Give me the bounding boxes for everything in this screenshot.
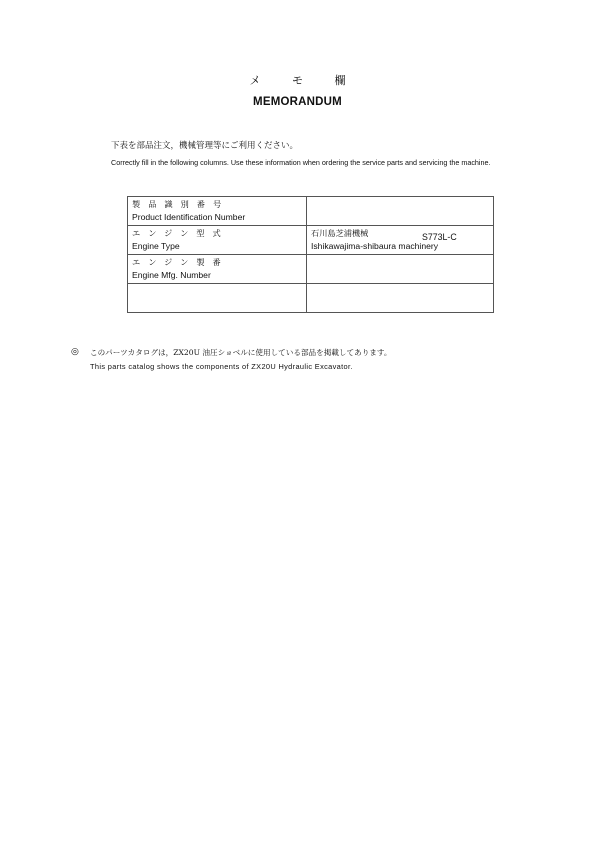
label-jp: エンジン型式 (132, 228, 229, 238)
label-en: Engine Type (132, 241, 180, 251)
title-jp-char: メ (249, 74, 261, 87)
intro-text-en: Correctly fill in the following columns. Use these information when ordering the service parts and servicing the machine. (111, 158, 491, 167)
page-title: MEMORANDUM (253, 96, 342, 108)
page-title-jp (0, 72, 595, 88)
engine-maker-jp: 石川島芝浦機械 (311, 228, 369, 238)
label-en: Product Identification Number (132, 212, 246, 222)
empty-label-cell[interactable] (128, 284, 307, 313)
label-en: Engine Mfg. Number (132, 270, 211, 280)
table-row (128, 255, 494, 284)
note-text-jp: このパーツカタログは，ZX20U 油圧ショベルに使用している部品を掲載してあります。 (90, 348, 392, 357)
title-jp-char: 欄 (334, 74, 346, 87)
value-cell[interactable] (307, 284, 494, 313)
label-cell (128, 226, 307, 255)
label-jp: エンジン製番 (132, 257, 229, 267)
label-jp: 製品識別番号 (132, 199, 230, 209)
label-cell (128, 255, 307, 284)
engine-maker-en: Ishikawajima-shibaura machinery (311, 241, 439, 251)
value-cell[interactable] (307, 197, 494, 226)
double-circle-icon: ◎ (71, 347, 79, 357)
table-row (128, 284, 494, 313)
label-cell (128, 197, 307, 226)
value-cell[interactable] (307, 226, 494, 255)
note-text-en: This parts catalog shows the components of ZX20U Hydraulic Excavator. (90, 362, 353, 371)
value-cell[interactable] (307, 255, 494, 284)
table-row (128, 197, 494, 226)
engine-model: S773L-C (422, 232, 457, 242)
intro-text-jp: 下表を部品注文，機械管理等にご利用ください。 (111, 141, 299, 151)
title-jp-char: モ (292, 74, 303, 87)
memo-table (127, 196, 494, 313)
